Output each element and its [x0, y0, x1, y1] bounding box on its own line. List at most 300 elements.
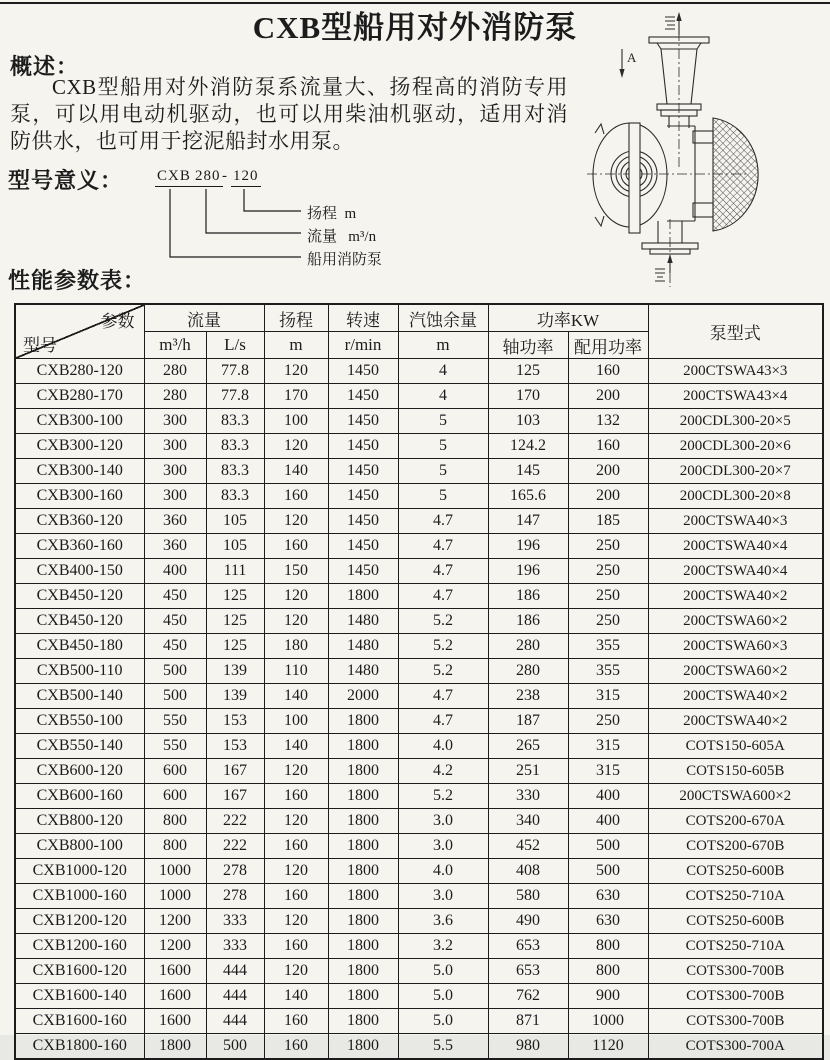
table-cell: 5.2	[398, 634, 488, 659]
model-cell: CXB300-140	[15, 459, 144, 484]
table-cell: 280	[144, 384, 206, 409]
table-cell: 1800	[328, 859, 398, 884]
col-subheader-m3h: m³/h	[144, 332, 206, 359]
model-cell: CXB800-100	[15, 834, 144, 859]
table-cell: 200	[568, 459, 648, 484]
table-cell: 196	[488, 559, 568, 584]
table-cell: 1450	[328, 559, 398, 584]
table-cell: 140	[264, 984, 328, 1009]
model-cell: CXB280-120	[15, 359, 144, 384]
table-cell: 170	[264, 384, 328, 409]
table-cell: 300	[144, 484, 206, 509]
table-cell: 125	[206, 609, 264, 634]
table-row	[15, 584, 823, 609]
table-cell: 5.5	[398, 1034, 488, 1060]
table-cell: 1800	[328, 709, 398, 734]
table-cell: 1450	[328, 459, 398, 484]
pump-type-cell: 200CTSWA40×2	[648, 584, 823, 609]
table-cell: 5.0	[398, 959, 488, 984]
table-row	[15, 984, 823, 1009]
table-cell: 3.0	[398, 834, 488, 859]
table-row	[15, 409, 823, 434]
pump-type-cell: 200CTSWA40×2	[648, 684, 823, 709]
table-body	[15, 359, 823, 1060]
col-subheader-shaft-power: 轴功率	[488, 332, 568, 359]
table-cell: 600	[144, 784, 206, 809]
table-cell: 1480	[328, 634, 398, 659]
table-cell: 3.0	[398, 884, 488, 909]
pump-type-cell: 200CDL300-20×7	[648, 459, 823, 484]
table-cell: 450	[144, 634, 206, 659]
table-cell: 1450	[328, 409, 398, 434]
table-cell: 1450	[328, 434, 398, 459]
pump-type-cell: COTS150-605A	[648, 734, 823, 759]
table-cell: 500	[144, 684, 206, 709]
pump-technical-drawing	[585, 5, 825, 290]
table-cell: 500	[206, 1034, 264, 1060]
table-row	[15, 384, 823, 409]
table-row	[15, 484, 823, 509]
table-cell: 77.8	[206, 359, 264, 384]
performance-table	[14, 303, 824, 1060]
table-cell: 83.3	[206, 409, 264, 434]
table-cell: 800	[144, 834, 206, 859]
pump-type-cell: 200CTSWA60×3	[648, 634, 823, 659]
table-cell: 120	[264, 759, 328, 784]
table-cell: 120	[264, 509, 328, 534]
table-cell: 4	[398, 359, 488, 384]
table-cell: 160	[264, 834, 328, 859]
model-cell: CXB500-110	[15, 659, 144, 684]
corner-model-label: 型号	[23, 336, 57, 355]
table-cell: 140	[264, 734, 328, 759]
col-subheader-head-m: m	[264, 332, 328, 359]
model-meaning-heading: 型号意义：	[8, 168, 124, 193]
table-cell: 120	[264, 809, 328, 834]
table-cell: 105	[206, 509, 264, 534]
table-cell: 1800	[328, 809, 398, 834]
model-cell: CXB300-100	[15, 409, 144, 434]
col-header-power: 功率KW	[488, 304, 648, 332]
table-cell: 900	[568, 984, 648, 1009]
table-cell: 160	[264, 884, 328, 909]
table-cell: 125	[206, 634, 264, 659]
table-cell: 150	[264, 559, 328, 584]
table-row	[15, 459, 823, 484]
outlet-arrow-icon	[665, 12, 682, 35]
table-cell: 1450	[328, 359, 398, 384]
col-header-flow: 流量	[144, 304, 264, 332]
col-header-speed: 转速	[328, 304, 398, 332]
pump-type-cell: COTS250-710A	[648, 884, 823, 909]
table-cell: 600	[144, 759, 206, 784]
table-cell: 500	[144, 659, 206, 684]
table-cell: 5	[398, 434, 488, 459]
pump-type-cell: COTS200-670A	[648, 809, 823, 834]
table-cell: 4.0	[398, 734, 488, 759]
table-cell: 653	[488, 959, 568, 984]
table-cell: 132	[568, 409, 648, 434]
table-cell: 124.2	[488, 434, 568, 459]
model-cell: CXB450-120	[15, 609, 144, 634]
table-cell: 800	[144, 809, 206, 834]
table-cell: 450	[144, 584, 206, 609]
table-cell: 1450	[328, 484, 398, 509]
table-cell: 1800	[328, 884, 398, 909]
performance-heading: 性能参数表：	[8, 268, 147, 293]
pump-type-cell: 200CTSWA60×2	[648, 659, 823, 684]
table-cell: 1000	[144, 859, 206, 884]
table-cell: 5.2	[398, 609, 488, 634]
table-cell: 222	[206, 809, 264, 834]
table-cell: 300	[144, 459, 206, 484]
table-cell: 4	[398, 384, 488, 409]
model-cell: CXB500-140	[15, 684, 144, 709]
table-cell: 165.6	[488, 484, 568, 509]
table-cell: 360	[144, 534, 206, 559]
pump-type-cell: COTS200-670B	[648, 834, 823, 859]
table-cell: 653	[488, 934, 568, 959]
table-cell: 170	[488, 384, 568, 409]
table-cell: 186	[488, 609, 568, 634]
pump-type-cell: COTS250-710A	[648, 934, 823, 959]
table-cell: 250	[568, 584, 648, 609]
table-cell: 500	[568, 859, 648, 884]
table-cell: 77.8	[206, 384, 264, 409]
table-row	[15, 809, 823, 834]
pump-type-cell: COTS250-600B	[648, 859, 823, 884]
table-cell: 120	[264, 359, 328, 384]
model-cell: CXB600-160	[15, 784, 144, 809]
table-cell: 167	[206, 784, 264, 809]
model-cell: CXB800-120	[15, 809, 144, 834]
table-cell: 5	[398, 409, 488, 434]
table-cell: 1800	[328, 734, 398, 759]
table-cell: 400	[568, 809, 648, 834]
table-cell: 4.7	[398, 684, 488, 709]
table-row	[15, 959, 823, 984]
table-cell: 160	[568, 434, 648, 459]
pump-type-cell: 200CTSWA40×4	[648, 559, 823, 584]
table-cell: 355	[568, 659, 648, 684]
table-cell: 2000	[328, 684, 398, 709]
table-cell: 1000	[144, 884, 206, 909]
view-a-label: A	[627, 50, 637, 65]
pump-type-cell: COTS300-700A	[648, 1034, 823, 1060]
model-cell: CXB1200-120	[15, 909, 144, 934]
table-cell: 200	[568, 384, 648, 409]
model-cell: CXB1000-160	[15, 884, 144, 909]
pump-type-cell: COTS300-700B	[648, 959, 823, 984]
table-cell: 250	[568, 559, 648, 584]
corner-param-label: 参数	[100, 312, 135, 331]
model-code-flow: 280	[193, 168, 223, 187]
pump-type-cell: 200CTSWA43×3	[648, 359, 823, 384]
table-cell: 444	[206, 1009, 264, 1034]
table-cell: 120	[264, 609, 328, 634]
table-cell: 83.3	[206, 484, 264, 509]
table-cell: 160	[568, 359, 648, 384]
model-cell: CXB550-100	[15, 709, 144, 734]
table-cell: 1480	[328, 609, 398, 634]
model-meaning-diagram	[145, 166, 505, 278]
table-cell: 340	[488, 809, 568, 834]
table-cell: 1800	[328, 934, 398, 959]
table-cell: 120	[264, 584, 328, 609]
table-cell: 1800	[328, 1034, 398, 1060]
table-cell: 5.0	[398, 1009, 488, 1034]
table-cell: 280	[144, 359, 206, 384]
pump-type-cell: COTS300-700B	[648, 1009, 823, 1034]
table-cell: 580	[488, 884, 568, 909]
table-cell: 111	[206, 559, 264, 584]
table-cell: 3.0	[398, 809, 488, 834]
table-row	[15, 759, 823, 784]
table-cell: 4.7	[398, 584, 488, 609]
table-row	[15, 634, 823, 659]
table-cell: 330	[488, 784, 568, 809]
model-cell: CXB1600-120	[15, 959, 144, 984]
table-cell: 160	[264, 534, 328, 559]
model-cell: CXB450-180	[15, 634, 144, 659]
table-cell: 180	[264, 634, 328, 659]
pump-type-cell: COTS150-605B	[648, 759, 823, 784]
table-row	[15, 1034, 823, 1060]
corner-header	[15, 304, 144, 359]
col-header-npsh: 汽蚀余量	[398, 304, 488, 332]
table-cell: 500	[568, 834, 648, 859]
table-cell: 160	[264, 1009, 328, 1034]
model-cell: CXB300-120	[15, 434, 144, 459]
table-row	[15, 434, 823, 459]
table-cell: 400	[144, 559, 206, 584]
table-cell: 120	[264, 434, 328, 459]
table-cell: 167	[206, 759, 264, 784]
table-cell: 1800	[328, 584, 398, 609]
table-cell: 196	[488, 534, 568, 559]
table-cell: 280	[488, 634, 568, 659]
col-subheader-rated-power: 配用功率	[568, 332, 648, 359]
table-cell: 630	[568, 884, 648, 909]
pump-type-cell: 200CDL300-20×8	[648, 484, 823, 509]
table-cell: 238	[488, 684, 568, 709]
table-cell: 408	[488, 859, 568, 884]
table-cell: 1800	[328, 834, 398, 859]
table-cell: 120	[264, 859, 328, 884]
table-cell: 4.7	[398, 534, 488, 559]
table-cell: 139	[206, 659, 264, 684]
model-cell: CXB360-160	[15, 534, 144, 559]
table-row	[15, 1009, 823, 1034]
pump-type-cell: COTS300-700B	[648, 984, 823, 1009]
table-cell: 160	[264, 484, 328, 509]
pump-type-cell: 200CTSWA60×2	[648, 609, 823, 634]
col-header-head: 扬程	[264, 304, 328, 332]
table-cell: 139	[206, 684, 264, 709]
table-row	[15, 734, 823, 759]
table-cell: 300	[144, 409, 206, 434]
table-cell: 1800	[328, 1009, 398, 1034]
table-row	[15, 684, 823, 709]
callout-label-pump: 船用消防泵	[307, 252, 383, 268]
table-cell: 110	[264, 659, 328, 684]
model-cell: CXB300-160	[15, 484, 144, 509]
table-cell: 360	[144, 509, 206, 534]
table-cell: 250	[568, 609, 648, 634]
col-subheader-npsh-m: m	[398, 332, 488, 359]
table-cell: 4.0	[398, 859, 488, 884]
table-cell: 251	[488, 759, 568, 784]
table-cell: 250	[568, 709, 648, 734]
overview-heading: 概述：	[10, 54, 80, 79]
col-header-pump-type: 泵型式	[648, 304, 823, 359]
table-cell: 1800	[144, 1034, 206, 1060]
table-cell: 315	[568, 684, 648, 709]
table-cell: 550	[144, 734, 206, 759]
col-subheader-ls: L/s	[206, 332, 264, 359]
table-row	[15, 534, 823, 559]
col-subheader-rmin: r/min	[328, 332, 398, 359]
table-cell: 153	[206, 734, 264, 759]
table-cell: 100	[264, 709, 328, 734]
pump-type-cell: 200CTSWA40×2	[648, 709, 823, 734]
table-cell: 160	[264, 934, 328, 959]
model-cell: CXB360-120	[15, 509, 144, 534]
table-row	[15, 834, 823, 859]
table-cell: 762	[488, 984, 568, 1009]
model-cell: CXB400-150	[15, 559, 144, 584]
table-cell: 4.7	[398, 559, 488, 584]
table-cell: 5.2	[398, 784, 488, 809]
table-cell: 490	[488, 909, 568, 934]
pump-type-cell: 200CDL300-20×6	[648, 434, 823, 459]
table-cell: 83.3	[206, 459, 264, 484]
model-code-series: CXB	[155, 168, 193, 187]
table-cell: 871	[488, 1009, 568, 1034]
table-row	[15, 709, 823, 734]
table-cell: 3.6	[398, 909, 488, 934]
table-cell: 4.2	[398, 759, 488, 784]
table-row	[15, 559, 823, 584]
table-cell: 103	[488, 409, 568, 434]
model-cell: CXB280-170	[15, 384, 144, 409]
table-cell: 140	[264, 684, 328, 709]
callout-label-flow: 流量 m³/n	[307, 229, 377, 245]
table-cell: 187	[488, 709, 568, 734]
table-row	[15, 659, 823, 684]
overview-body: CXB型船用对外消防泵系流量大、扬程高的消防专用泵，可以用电动机驱动，也可以用柴油机驱动，适用对消防供水，也可用于挖泥船封水用泵。	[10, 75, 568, 153]
table-cell: 1800	[328, 909, 398, 934]
table-cell: 280	[488, 659, 568, 684]
table-cell: 4.7	[398, 709, 488, 734]
pump-type-cell: COTS250-600B	[648, 909, 823, 934]
table-cell: 200	[568, 484, 648, 509]
table-cell: 980	[488, 1034, 568, 1060]
model-cell: CXB1600-140	[15, 984, 144, 1009]
table-cell: 1800	[328, 759, 398, 784]
model-code-separator: -	[222, 168, 228, 184]
model-cell: CXB450-120	[15, 584, 144, 609]
model-cell: CXB1800-160	[15, 1034, 144, 1060]
table-cell: 5	[398, 484, 488, 509]
table-cell: 100	[264, 409, 328, 434]
table-cell: 278	[206, 859, 264, 884]
table-row	[15, 934, 823, 959]
table-cell: 450	[144, 609, 206, 634]
table-cell: 5.2	[398, 659, 488, 684]
table-cell: 800	[568, 934, 648, 959]
table-row	[15, 884, 823, 909]
motor-dome	[713, 118, 758, 231]
table-cell: 1800	[328, 984, 398, 1009]
model-cell: CXB600-120	[15, 759, 144, 784]
view-a-arrow-icon	[619, 49, 624, 78]
pump-type-cell: 200CTSWA43×4	[648, 384, 823, 409]
table-cell: 1480	[328, 659, 398, 684]
model-code-head: 120	[231, 168, 261, 187]
pump-type-cell: 200CDL300-20×5	[648, 409, 823, 434]
table-row	[15, 609, 823, 634]
table-cell: 222	[206, 834, 264, 859]
table-cell: 5.0	[398, 984, 488, 1009]
table-cell: 444	[206, 959, 264, 984]
table-cell: 160	[264, 1034, 328, 1060]
table-cell: 452	[488, 834, 568, 859]
pump-body	[667, 126, 713, 221]
table-cell: 315	[568, 734, 648, 759]
table-cell: 125	[206, 584, 264, 609]
pump-type-cell: 200CTSWA600×2	[648, 784, 823, 809]
table-cell: 1000	[568, 1009, 648, 1034]
table-cell: 147	[488, 509, 568, 534]
table-cell: 185	[568, 509, 648, 534]
model-cell: CXB1200-160	[15, 934, 144, 959]
page-title: CXB型船用对外消防泵	[252, 10, 578, 45]
callout-label-head: 扬程 m	[307, 206, 357, 222]
table-cell: 1600	[144, 959, 206, 984]
table-cell: 800	[568, 959, 648, 984]
table-cell: 145	[488, 459, 568, 484]
table-cell: 355	[568, 634, 648, 659]
table-cell: 550	[144, 709, 206, 734]
table-cell: 125	[488, 359, 568, 384]
table-cell: 278	[206, 884, 264, 909]
table-cell: 333	[206, 909, 264, 934]
model-cell: CXB1000-120	[15, 859, 144, 884]
table-cell: 5	[398, 459, 488, 484]
table-cell: 140	[264, 459, 328, 484]
table-cell: 186	[488, 584, 568, 609]
table-cell: 1450	[328, 509, 398, 534]
table-cell: 105	[206, 534, 264, 559]
table-row	[15, 859, 823, 884]
table-row	[15, 509, 823, 534]
model-cell: CXB1600-160	[15, 1009, 144, 1034]
pump-type-cell: 200CTSWA40×4	[648, 534, 823, 559]
table-cell: 444	[206, 984, 264, 1009]
table-cell: 1200	[144, 934, 206, 959]
table-row	[15, 359, 823, 384]
table-cell: 1800	[328, 959, 398, 984]
table-cell: 1200	[144, 909, 206, 934]
table-cell: 1450	[328, 384, 398, 409]
volute-casing	[593, 123, 667, 233]
table-cell: 265	[488, 734, 568, 759]
table-cell: 630	[568, 909, 648, 934]
table-cell: 160	[264, 784, 328, 809]
table-cell: 1450	[328, 534, 398, 559]
table-cell: 1600	[144, 1009, 206, 1034]
